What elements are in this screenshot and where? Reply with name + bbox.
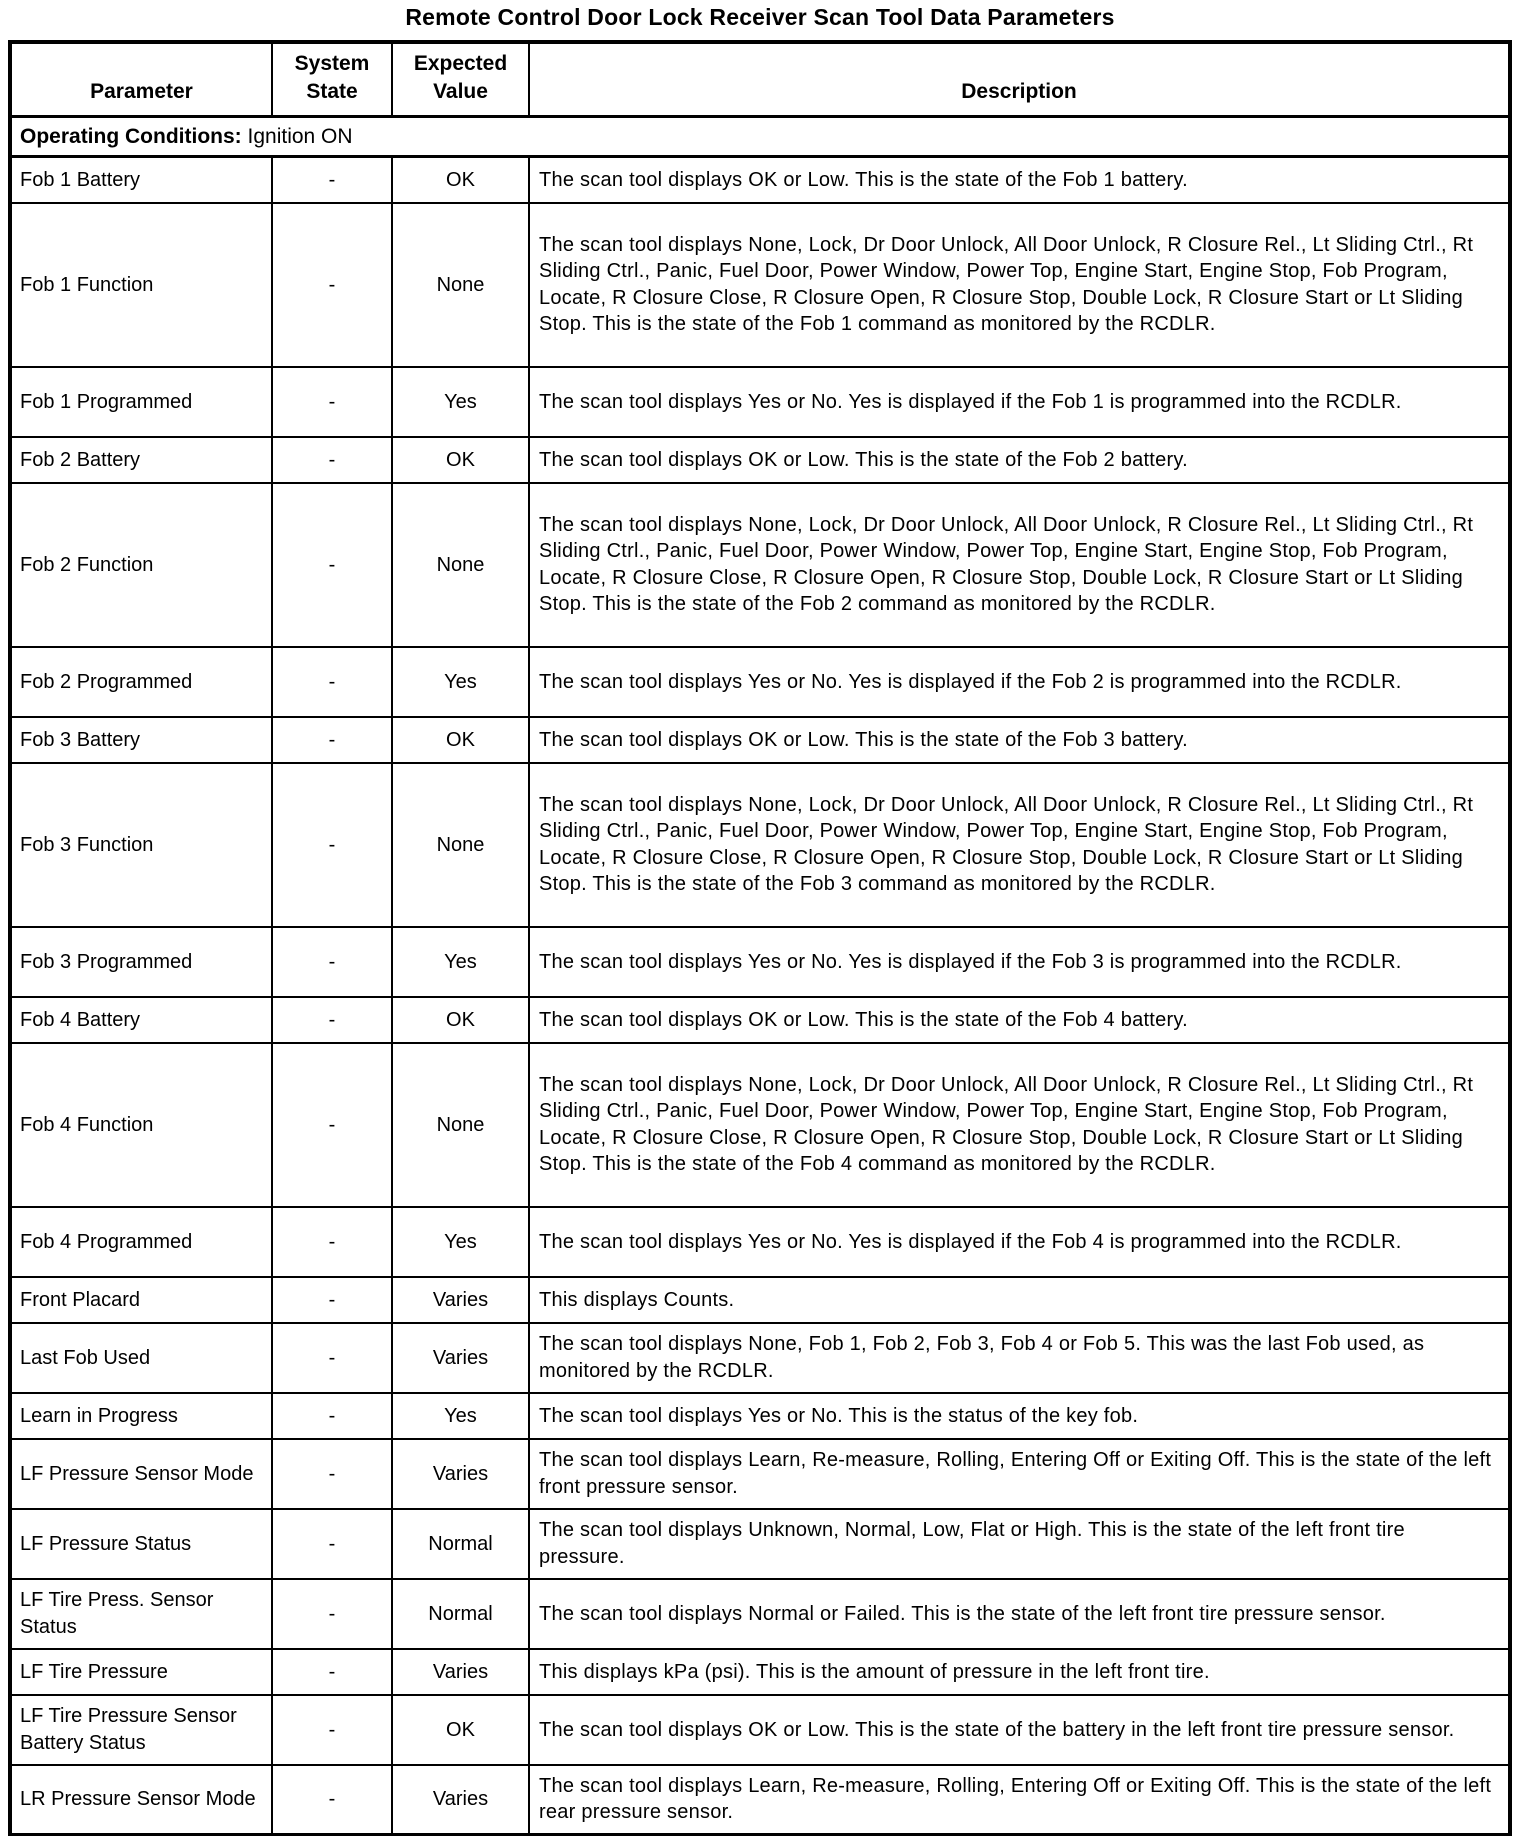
system-state-cell: - [272, 1439, 392, 1509]
expected-value-cell: Varies [392, 1765, 529, 1835]
description-cell: This displays Counts. [529, 1277, 1510, 1323]
parameter-cell: Fob 4 Battery [10, 997, 272, 1043]
table-row [10, 483, 1510, 647]
header-expected-value: Expected Value [392, 42, 529, 116]
parameter-cell: Fob 1 Function [10, 203, 272, 367]
operating-conditions-value: Ignition ON [247, 124, 353, 148]
table-row [10, 1579, 1510, 1649]
system-state-cell: - [272, 1649, 392, 1695]
table-row [10, 1043, 1510, 1207]
system-state-cell: - [272, 1207, 392, 1277]
operating-conditions-row [10, 116, 1510, 157]
description-cell: The scan tool displays Yes or No. Yes is displayed if the Fob 4 is programmed into the RCDLR. [529, 1207, 1510, 1277]
system-state-cell: - [272, 1579, 392, 1649]
table-row [10, 717, 1510, 763]
system-state-cell: - [272, 157, 392, 203]
table-row [10, 647, 1510, 717]
description-cell: The scan tool displays OK or Low. This is the state of the Fob 3 battery. [529, 717, 1510, 763]
table-row [10, 203, 1510, 367]
expected-value-cell: Yes [392, 647, 529, 717]
description-cell: The scan tool displays Yes or No. Yes is displayed if the Fob 3 is programmed into the RCDLR. [529, 927, 1510, 997]
system-state-cell: - [272, 997, 392, 1043]
description-cell: The scan tool displays Yes or No. Yes is displayed if the Fob 1 is programmed into the RCDLR. [529, 367, 1510, 437]
system-state-cell: - [272, 203, 392, 367]
description-cell: The scan tool displays Learn, Re-measure, Rolling, Entering Off or Exiting Off. This is the state of the left rear pressure sensor. [529, 1765, 1510, 1835]
description-cell: The scan tool displays None, Lock, Dr Door Unlock, All Door Unlock, R Closure Rel., Lt Sliding Ctrl., Rt Sliding Ctrl., Panic, Fuel Door, Power Window, Power Top, Engine Start, Engine Stop, Fob Program, Locate, R Closure Close, R Closure Open, R Closure Stop, Double Lock, R Closure Start or Lt Sliding Stop. This is the state of the Fob 3 command as monitored by the RCDLR. [529, 763, 1510, 927]
table-row [10, 1439, 1510, 1509]
table-row [10, 1277, 1510, 1323]
expected-value-cell: Varies [392, 1277, 529, 1323]
system-state-cell: - [272, 1323, 392, 1393]
parameter-cell: Fob 2 Programmed [10, 647, 272, 717]
parameter-cell: Fob 1 Programmed [10, 367, 272, 437]
system-state-cell: - [272, 717, 392, 763]
description-cell: The scan tool displays OK or Low. This is the state of the Fob 4 battery. [529, 997, 1510, 1043]
system-state-cell: - [272, 483, 392, 647]
system-state-cell: - [272, 1695, 392, 1765]
page-title: Remote Control Door Lock Receiver Scan Tool Data Parameters [405, 4, 1115, 30]
parameter-cell: LF Pressure Sensor Mode [10, 1439, 272, 1509]
table-row [10, 437, 1510, 483]
system-state-cell: - [272, 647, 392, 717]
system-state-cell: - [272, 927, 392, 997]
expected-value-cell: Varies [392, 1323, 529, 1393]
description-cell: The scan tool displays None, Lock, Dr Door Unlock, All Door Unlock, R Closure Rel., Lt Sliding Ctrl., Rt Sliding Ctrl., Panic, Fuel Door, Power Window, Power Top, Engine Start, Engine Stop, Fob Program, Locate, R Closure Close, R Closure Open, R Closure Stop, Double Lock, R Closure Start or Lt Sliding Stop. This is the state of the Fob 4 command as monitored by the RCDLR. [529, 1043, 1510, 1207]
parameter-cell: Fob 2 Function [10, 483, 272, 647]
description-cell: The scan tool displays Unknown, Normal, Low, Flat or High. This is the state of the left front tire pressure. [529, 1509, 1510, 1579]
description-cell: The scan tool displays OK or Low. This is the state of the battery in the left front tire pressure sensor. [529, 1695, 1510, 1765]
expected-value-cell: OK [392, 1695, 529, 1765]
expected-value-cell: Normal [392, 1509, 529, 1579]
description-cell: The scan tool displays Yes or No. This is the status of the key fob. [529, 1393, 1510, 1439]
operating-conditions-cell [10, 116, 1510, 157]
parameter-cell: LR Pressure Sensor Mode [10, 1765, 272, 1835]
expected-value-cell: OK [392, 437, 529, 483]
expected-value-cell: Normal [392, 1579, 529, 1649]
system-state-cell: - [272, 1765, 392, 1835]
description-cell: The scan tool displays Yes or No. Yes is displayed if the Fob 2 is programmed into the RCDLR. [529, 647, 1510, 717]
parameter-cell: Fob 4 Function [10, 1043, 272, 1207]
system-state-cell: - [272, 437, 392, 483]
system-state-cell: - [272, 1043, 392, 1207]
parameter-cell: LF Tire Press. Sensor Status [10, 1579, 272, 1649]
table-row [10, 367, 1510, 437]
table-row [10, 1393, 1510, 1439]
expected-value-cell: Yes [392, 367, 529, 437]
table-row [10, 1649, 1510, 1695]
system-state-cell: - [272, 367, 392, 437]
description-cell: The scan tool displays None, Fob 1, Fob 2, Fob 3, Fob 4 or Fob 5. This was the last Fob used, as monitored by the RCDLR. [529, 1323, 1510, 1393]
parameter-cell: Learn in Progress [10, 1393, 272, 1439]
table-row [10, 1765, 1510, 1835]
table-header-row [10, 42, 1510, 116]
system-state-cell: - [272, 763, 392, 927]
parameter-cell: LF Tire Pressure Sensor Battery Status [10, 1695, 272, 1765]
parameter-cell: Fob 1 Battery [10, 157, 272, 203]
description-cell: The scan tool displays OK or Low. This is the state of the Fob 2 battery. [529, 437, 1510, 483]
description-cell: This displays kPa (psi). This is the amount of pressure in the left front tire. [529, 1649, 1510, 1695]
expected-value-cell: None [392, 763, 529, 927]
table-row [10, 1323, 1510, 1393]
expected-value-cell: Yes [392, 927, 529, 997]
parameter-cell: LF Pressure Status [10, 1509, 272, 1579]
parameter-cell: Last Fob Used [10, 1323, 272, 1393]
table-row [10, 1207, 1510, 1277]
description-cell: The scan tool displays None, Lock, Dr Door Unlock, All Door Unlock, R Closure Rel., Lt Sliding Ctrl., Rt Sliding Ctrl., Panic, Fuel Door, Power Window, Power Top, Engine Start, Engine Stop, Fob Program, Locate, R Closure Close, R Closure Open, R Closure Stop, Double Lock, R Closure Start or Lt Sliding Stop. This is the state of the Fob 2 command as monitored by the RCDLR. [529, 483, 1510, 647]
parameter-cell: LF Tire Pressure [10, 1649, 272, 1695]
table-row [10, 1695, 1510, 1765]
operating-conditions-label: Operating Conditions: [20, 124, 242, 148]
parameter-cell: Fob 2 Battery [10, 437, 272, 483]
parameter-cell: Fob 3 Function [10, 763, 272, 927]
table-row [10, 763, 1510, 927]
expected-value-cell: Varies [392, 1649, 529, 1695]
expected-value-cell: OK [392, 997, 529, 1043]
scan-tool-parameters-table [8, 40, 1512, 1836]
table-row [10, 157, 1510, 203]
expected-value-cell: None [392, 1043, 529, 1207]
system-state-cell: - [272, 1509, 392, 1579]
parameter-cell: Fob 3 Programmed [10, 927, 272, 997]
parameter-cell: Fob 3 Battery [10, 717, 272, 763]
system-state-cell: - [272, 1277, 392, 1323]
parameter-cell: Front Placard [10, 1277, 272, 1323]
parameter-cell: Fob 4 Programmed [10, 1207, 272, 1277]
table-row [10, 1509, 1510, 1579]
expected-value-cell: OK [392, 717, 529, 763]
expected-value-cell: Yes [392, 1393, 529, 1439]
expected-value-cell: None [392, 483, 529, 647]
system-state-cell: - [272, 1393, 392, 1439]
table-row [10, 997, 1510, 1043]
header-system-state: System State [272, 42, 392, 116]
expected-value-cell: Varies [392, 1439, 529, 1509]
header-parameter: Parameter [10, 42, 272, 116]
description-cell: The scan tool displays Normal or Failed. This is the state of the left front tire pressure sensor. [529, 1579, 1510, 1649]
expected-value-cell: Yes [392, 1207, 529, 1277]
table-row [10, 927, 1510, 997]
description-cell: The scan tool displays None, Lock, Dr Door Unlock, All Door Unlock, R Closure Rel., Lt Sliding Ctrl., Rt Sliding Ctrl., Panic, Fuel Door, Power Window, Power Top, Engine Start, Engine Stop, Fob Program, Locate, R Closure Close, R Closure Open, R Closure Stop, Double Lock, R Closure Start or Lt Sliding Stop. This is the state of the Fob 1 command as monitored by the RCDLR. [529, 203, 1510, 367]
header-description: Description [529, 42, 1510, 116]
description-cell: The scan tool displays OK or Low. This is the state of the Fob 1 battery. [529, 157, 1510, 203]
description-cell: The scan tool displays Learn, Re-measure, Rolling, Entering Off or Exiting Off. This is the state of the left front pressure sensor. [529, 1439, 1510, 1509]
expected-value-cell: OK [392, 157, 529, 203]
expected-value-cell: None [392, 203, 529, 367]
